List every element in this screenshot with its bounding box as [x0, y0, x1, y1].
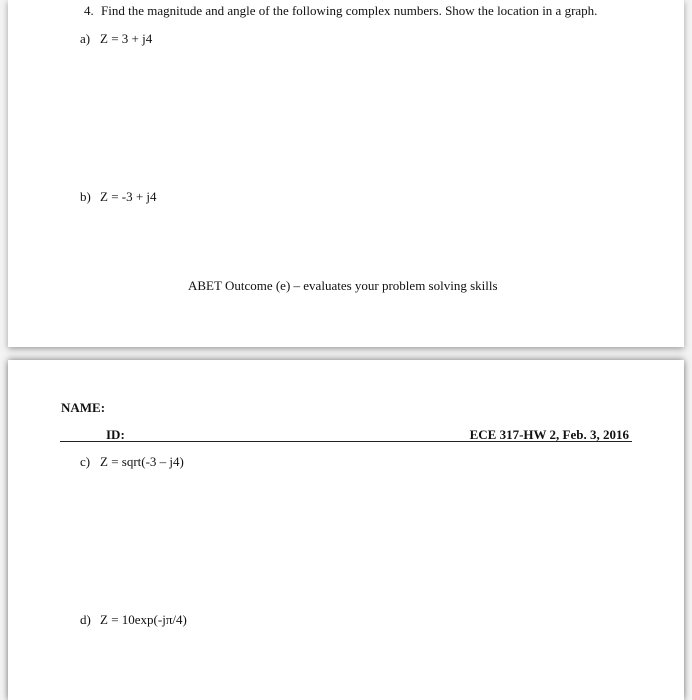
question-number: 4. [84, 3, 94, 18]
part-d-expression: Z = 10exp(-jπ/4) [100, 612, 187, 627]
part-d-label: d) [80, 612, 91, 627]
part-d [80, 612, 187, 628]
page-1 [8, 0, 684, 347]
abet-outcome-note: ABET Outcome (e) – evaluates your problem solving skills [188, 278, 498, 293]
part-a-expression: Z = 3 + j4 [100, 31, 153, 46]
part-c-label: c) [80, 454, 91, 469]
name-label: NAME: [61, 400, 106, 415]
course-header: ECE 317-HW 2, Feb. 3, 2016 [469, 427, 629, 442]
part-c-expression: Z = sqrt(-3 – j4) [100, 454, 184, 469]
part-c [80, 454, 184, 470]
header-rule [60, 441, 632, 442]
id-label: ID: [106, 427, 125, 442]
question-text: Find the magnitude and angle of the following complex numbers. Show the location in a graph. [101, 3, 598, 18]
part-b-expression: Z = -3 + j4 [100, 189, 157, 204]
part-b-label: b) [80, 189, 91, 204]
part-a [80, 31, 152, 47]
page-2 [8, 360, 684, 700]
part-b [80, 189, 157, 205]
part-a-label: a) [80, 31, 91, 46]
